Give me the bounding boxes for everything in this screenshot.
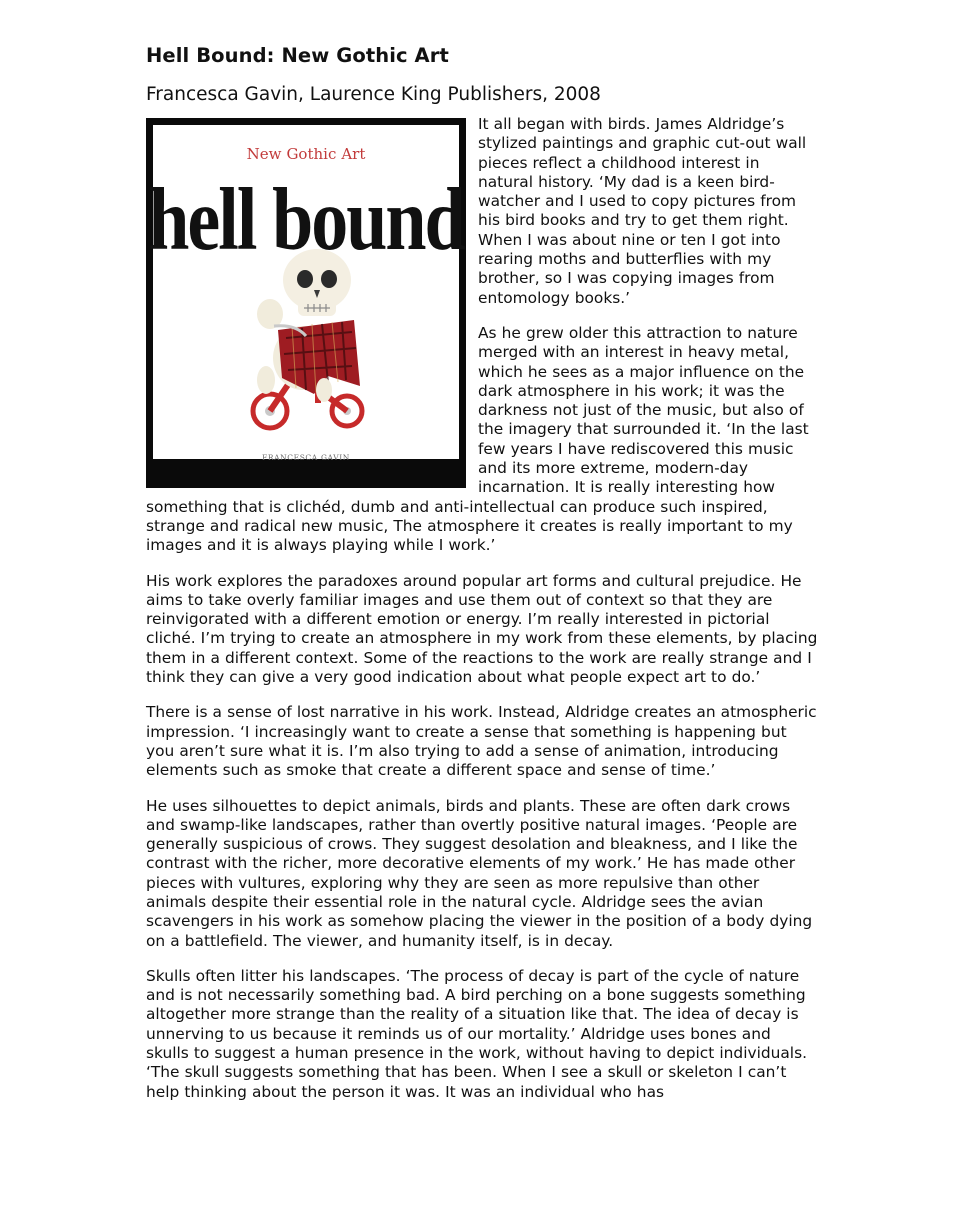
page-title: Hell Bound: New Gothic Art — [146, 44, 449, 67]
document-page — [146, 42, 818, 1118]
cover-title-lettering: hell bound — [148, 170, 464, 270]
paragraph: There is a sense of lost narrative in his work. Instead, Aldridge creates an atmospheric impression. ‘I increasingly want to create a sense that something is happening but you aren’t sure what it is. I’m also trying to add a sense of animation, introducing elements such as smoke that create a different space and sense of time.’ — [146, 703, 817, 780]
paragraph: It all began with birds. James Aldridge’s stylized paintings and graphic cut-out wall pieces reflect a childhood interest in natural history. ‘My dad is a keen bird-watcher and I used to copy pictures from his bird books and try to get them right. When I was about nine or ten I got into rearing moths and butterflies with my brother, so I was copying images from entomology books.’ — [478, 115, 807, 307]
article-body — [146, 115, 818, 1102]
paragraph: He uses silhouettes to depict animals, birds and plants. These are often dark crows and swamp-like landscapes, rather than overtly positive natural images. ‘People are generally suspicious of crows. They suggest desolation and bleakness, and I like the contrast with the richer, more decorative elements of my work.’ He has made other pieces with vultures, exploring why they are seen as more repulsive than other animals despite their essential role in the natural cycle. Aldridge sees the avian scavengers in his work as somehow placing the viewer in the position of a body dying on a battlefield. The viewer, and humanity itself, is in decay. — [146, 796, 813, 950]
publication-info: Francesca Gavin, Laurence King Publishers, 2008 — [146, 84, 601, 105]
cover-author-name: FRANCESCA GAVIN — [262, 453, 350, 462]
cover-series-label: New Gothic Art — [246, 145, 366, 163]
paragraph: His work explores the paradoxes around popular art forms and cultural prejudice. He aims to take overly familiar images and use them out of context so that they are reinvigorated with a different emotion or energy. I’m really interested in pictorial cliché. I’m trying to create an atmosphere in my work from these elements, by placing them in a different context. Some of the reactions to the work are really strange and I think they can give a very good indication about what people expect art to do.’ — [146, 571, 818, 687]
book-cover-image — [146, 118, 466, 488]
paragraph: Skulls often litter his landscapes. ‘The process of decay is part of the cycle of nature and is not necessarily something bad. A bird perching on a bone suggests something altogether more strange than the reality of a situation like that. The idea of decay is unnerving to us because it reminds us of our mortality.’ Aldridge uses bones and skulls to suggest a human presence in the work, without having to depict individuals. ‘The skull suggests something that has been. When I see a skull or skeleton I can’t help thinking about the person it was. It was an individual who has — [146, 966, 807, 1101]
paragraph: As he grew older this attraction to nature merged with an interest in heavy metal, which he sees as a major influence on the dark atmosphere in his work; it was the darkness not just of the music, but also of the imagery that surrounded it. ‘In the last few years I have rediscovered this music and its more extreme, modern-day incarnation. It is really interesting how something that is clichéd, dumb and anti-intellectual can produce such inspired, strange and radical new music, The atmosphere it creates is really important to my images and it is always playing while I work.’ — [146, 323, 809, 555]
